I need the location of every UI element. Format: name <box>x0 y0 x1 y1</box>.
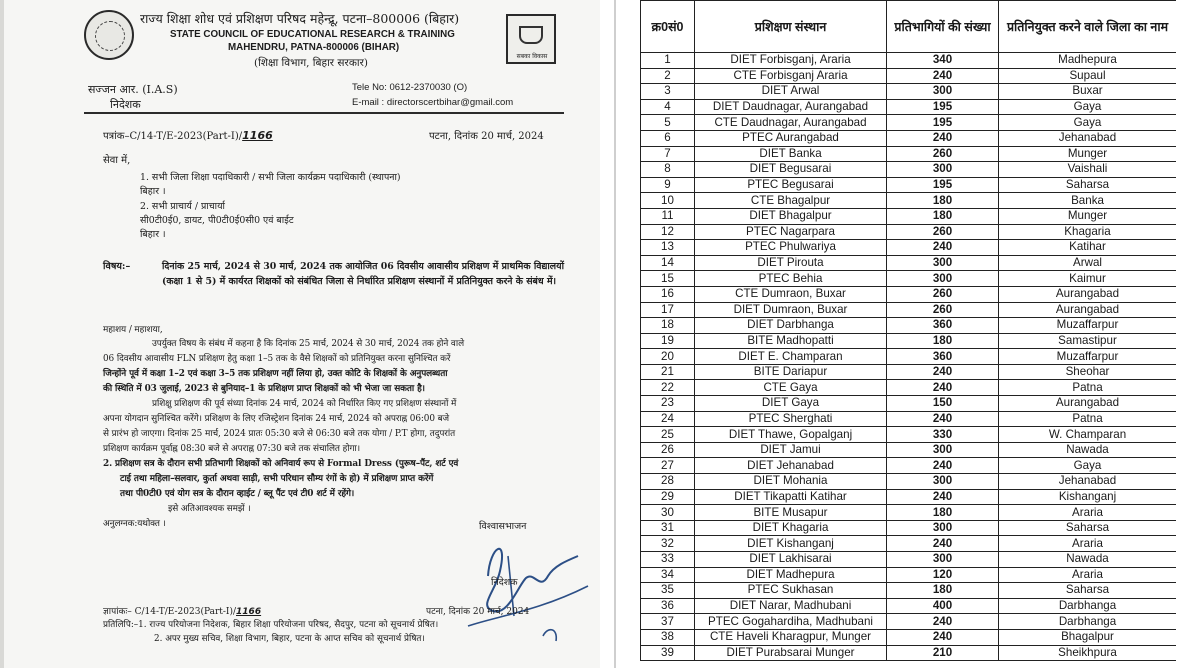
table-row <box>641 349 1177 365</box>
institution-cell: CTE Gaya <box>695 380 887 396</box>
serial-cell: 35 <box>641 583 695 599</box>
district-cell: Kaimur <box>999 271 1177 287</box>
district-cell: W. Champaran <box>999 427 1177 443</box>
participants-cell: 300 <box>887 271 999 287</box>
serial-cell: 27 <box>641 458 695 474</box>
body-line: इसे अतिआवश्यक समझें । <box>168 504 251 514</box>
participants-cell: 195 <box>887 99 999 115</box>
body-line: की स्थिति में 03 जुलाई, 2023 से बुनियाद–1 के प्रशिक्षण प्राप्त शिक्षकों को भी भेजा जा सकता है। <box>103 384 425 394</box>
institution-cell: DIET Khagaria <box>695 520 887 536</box>
participants-cell: 260 <box>887 286 999 302</box>
letterhead-department: (शिक्षा विभाग, बिहार सरकार) <box>254 57 368 69</box>
table-row <box>641 115 1177 131</box>
memo-date: पटना, दिनांक 20 मार्च, 2024 <box>426 607 530 617</box>
sender-telephone: Tele No: 0612-2370030 (O) <box>352 82 468 93</box>
participants-cell: 240 <box>887 364 999 380</box>
district-cell: Supaul <box>999 68 1177 84</box>
participants-cell: 400 <box>887 598 999 614</box>
serial-cell: 16 <box>641 286 695 302</box>
letterhead-address: MAHENDRU, PATNA-800006 (BIHAR) <box>228 42 400 53</box>
body-line: प्रशिक्षु प्रशिक्षण की पूर्व संध्या दिनांक 24 मार्च, 2024 को निर्धारित किए गए प्रशिक्षण संस्थानों में <box>152 399 457 409</box>
participants-cell: 360 <box>887 349 999 365</box>
institution-cell: DIET Gaya <box>695 396 887 412</box>
participants-cell: 240 <box>887 536 999 552</box>
body-line: जिन्होंने पूर्व में कक्षा 1–2 एवं कक्षा 3–5 तक प्रशिक्षण नहीं लिया हो, उक्त कोटि के शिक्षकों के अनुपलब्धता <box>103 369 448 379</box>
table-row <box>641 552 1177 568</box>
right-margin <box>1176 0 1200 668</box>
serial-cell: 17 <box>641 302 695 318</box>
district-cell: Nawada <box>999 552 1177 568</box>
district-cell: Nawada <box>999 442 1177 458</box>
table-row <box>641 489 1177 505</box>
table-row <box>641 333 1177 349</box>
institution-cell: DIET Mohania <box>695 474 887 490</box>
subject-text: दिनांक 25 मार्च, 2024 से 30 मार्च, 2024 तक आयोजित 06 दिवसीय आवासीय प्रशिक्षण में प्राथमिक विद्यालयों (कक्षा 1 से 5) में कार्यरत शिक्षकों को संबंधित जिला से निर्धारित प्रशिक्षण संस्थानों में प्रतिनियुक्त करने के संबंध में। <box>162 261 565 287</box>
header-participants: प्रतिभागियों की संख्या <box>887 1 999 53</box>
serial-cell: 2 <box>641 68 695 84</box>
serial-cell: 39 <box>641 645 695 661</box>
district-cell: Gaya <box>999 458 1177 474</box>
sender-name: सज्जन आर. (I.A.S) <box>88 83 178 96</box>
serial-cell: 23 <box>641 396 695 412</box>
table-row <box>641 598 1177 614</box>
district-cell: Araria <box>999 536 1177 552</box>
serial-cell: 25 <box>641 427 695 443</box>
institution-cell: DIET Purabsarai Munger <box>695 645 887 661</box>
institution-cell: DIET Banka <box>695 146 887 162</box>
district-cell: Buxar <box>999 84 1177 100</box>
recipient-line: बिहार । <box>140 186 166 197</box>
sender-title: निदेशक <box>110 98 141 111</box>
serial-cell: 3 <box>641 84 695 100</box>
district-cell: Munger <box>999 146 1177 162</box>
serial-cell: 13 <box>641 240 695 256</box>
header-district: प्रतिनियुक्त करने वाले जिला का नाम <box>999 1 1177 53</box>
serial-cell: 22 <box>641 380 695 396</box>
table-row <box>641 396 1177 412</box>
body-line: अपना योगदान सुनिश्चित करेंगे। प्रशिक्षण के लिए रजिस्ट्रेशन दिनांक 24 मार्च, 2024 को अपराह्न 06:00 बजे <box>103 414 450 424</box>
page-gap <box>600 0 640 668</box>
participants-cell: 240 <box>887 458 999 474</box>
table-row <box>641 442 1177 458</box>
participants-cell: 260 <box>887 302 999 318</box>
table-row <box>641 474 1177 490</box>
institution-cell: DIET Begusarai <box>695 162 887 178</box>
memo-number <box>103 604 261 617</box>
letterhead-hindi-title: राज्य शिक्षा शोध एवं प्रशिक्षण परिषद महेन्द्रू, पटना–800006 (बिहार) <box>140 11 460 26</box>
table-row <box>641 68 1177 84</box>
institution-cell: DIET Thawe, Gopalganj <box>695 427 887 443</box>
serial-cell: 24 <box>641 411 695 427</box>
table-row <box>641 302 1177 318</box>
body-line: 2. प्रशिक्षण सत्र के दौरान सभी प्रतिभागी शिक्षकों को अनिवार्य रूप से Formal Dress (पुरूष–पैंट, शर्ट एवं <box>103 459 459 469</box>
district-cell: Darbhanga <box>999 598 1177 614</box>
institution-cell: CTE Bhagalpur <box>695 193 887 209</box>
district-cell: Saharsa <box>999 520 1177 536</box>
institution-cell: DIET Bhagalpur <box>695 208 887 224</box>
participants-cell: 360 <box>887 318 999 334</box>
header-rule <box>84 112 564 114</box>
institution-cell: DIET Tikapatti Katihar <box>695 489 887 505</box>
table-row <box>641 520 1177 536</box>
body-line: उपर्युक्त विषय के संबंध में कहना है कि दिनांक 25 मार्च, 2024 से 30 मार्च, 2024 तक होने वाले <box>152 339 464 349</box>
institution-cell: DIET Forbisganj, Araria <box>695 53 887 69</box>
table-row <box>641 286 1177 302</box>
district-cell: Muzaffarpur <box>999 318 1177 334</box>
greeting: महाशय / महाशया, <box>103 325 163 335</box>
participants-cell: 300 <box>887 84 999 100</box>
table-header-row <box>641 1 1177 53</box>
institution-cell: CTE Dumraon, Buxar <box>695 286 887 302</box>
participants-cell: 240 <box>887 629 999 645</box>
district-cell: Patna <box>999 411 1177 427</box>
table-row <box>641 411 1177 427</box>
institution-cell: BITE Madhopatti <box>695 333 887 349</box>
reference-handwritten-no: 1166 <box>242 129 273 142</box>
district-cell: Bhagalpur <box>999 629 1177 645</box>
institution-cell: DIET Jamui <box>695 442 887 458</box>
participants-cell: 180 <box>887 193 999 209</box>
participants-cell: 300 <box>887 520 999 536</box>
book-icon <box>519 26 543 44</box>
participants-cell: 260 <box>887 224 999 240</box>
district-cell: Sheikhpura <box>999 645 1177 661</box>
serial-cell: 37 <box>641 614 695 630</box>
district-cell: Aurangabad <box>999 302 1177 318</box>
table-row <box>641 162 1177 178</box>
table-row <box>641 130 1177 146</box>
table-body <box>641 53 1177 661</box>
district-cell: Araria <box>999 567 1177 583</box>
table-row <box>641 53 1177 69</box>
recipient-line: 1. सभी जिला शिक्षा पदाधिकारी / सभी जिला कार्यक्रम पदाधिकारी (स्थापना) <box>140 172 401 183</box>
sender-email: E-mail : directorscertbihar@gmail.com <box>352 97 514 108</box>
participants-cell: 240 <box>887 380 999 396</box>
body-line: 06 दिवसीय आवासीय FLN प्रशिक्षण हेतु कक्षा 1–5 तक के वैसे शिक्षकों को प्रतिनियुक्त करना सुनिश्चित करें <box>103 354 451 364</box>
serial-cell: 9 <box>641 177 695 193</box>
serial-cell: 20 <box>641 349 695 365</box>
table-row <box>641 583 1177 599</box>
participants-cell: 195 <box>887 115 999 131</box>
institution-cell: PTEC Begusarai <box>695 177 887 193</box>
serial-cell: 14 <box>641 255 695 271</box>
table-row <box>641 177 1177 193</box>
bihar-education-logo-icon <box>506 14 556 64</box>
table-row <box>641 255 1177 271</box>
table-row <box>641 224 1177 240</box>
table-row <box>641 614 1177 630</box>
table-row <box>641 458 1177 474</box>
institution-cell: DIET Daudnagar, Aurangabad <box>695 99 887 115</box>
serial-cell: 8 <box>641 162 695 178</box>
copy-line-1: प्रतिलिपि:–1. राज्य परियोजना निदेशक, बिहार शिक्षा परियोजना परिषद, सैदपुर, पटना को सूचनार्थ प्रेषित। <box>103 620 439 630</box>
participants-cell: 210 <box>887 645 999 661</box>
institution-cell: DIET Darbhanga <box>695 318 887 334</box>
serial-cell: 10 <box>641 193 695 209</box>
institution-cell: DIET Narar, Madhubani <box>695 598 887 614</box>
serial-cell: 33 <box>641 552 695 568</box>
participants-cell: 300 <box>887 162 999 178</box>
district-cell: Jehanabad <box>999 474 1177 490</box>
district-cell: Jehanabad <box>999 130 1177 146</box>
participants-cell: 180 <box>887 583 999 599</box>
table-row <box>641 318 1177 334</box>
scert-emblem-icon <box>84 10 134 60</box>
institution-cell: BITE Dariapur <box>695 364 887 380</box>
institution-cell: PTEC Gogahardiha, Madhubani <box>695 614 887 630</box>
participants-cell: 180 <box>887 333 999 349</box>
table-row <box>641 84 1177 100</box>
participants-cell: 195 <box>887 177 999 193</box>
participants-cell: 240 <box>887 130 999 146</box>
district-cell: Samastipur <box>999 333 1177 349</box>
district-cell: Katihar <box>999 240 1177 256</box>
letter-date: पटना, दिनांक 20 मार्च, 2024 <box>429 131 544 142</box>
institution-cell: CTE Forbisganj Araria <box>695 68 887 84</box>
serial-cell: 30 <box>641 505 695 521</box>
institution-cell: DIET Lakhisarai <box>695 552 887 568</box>
table-row <box>641 645 1177 661</box>
participants-cell: 300 <box>887 442 999 458</box>
district-cell: Madhepura <box>999 53 1177 69</box>
table-row <box>641 505 1177 521</box>
district-cell: Aurangabad <box>999 396 1177 412</box>
participants-cell: 120 <box>887 567 999 583</box>
recipient-line: बिहार । <box>140 229 166 240</box>
institution-cell: DIET Pirouta <box>695 255 887 271</box>
reference-number <box>103 128 273 142</box>
signatory-title: निदेशक <box>491 577 518 588</box>
participants-cell: 240 <box>887 411 999 427</box>
logo-caption: सबका विकास <box>516 53 548 60</box>
serial-cell: 11 <box>641 208 695 224</box>
table-row <box>641 380 1177 396</box>
serial-cell: 38 <box>641 629 695 645</box>
allocation-table-panel <box>640 0 1176 668</box>
serial-cell: 26 <box>641 442 695 458</box>
subject-label: विषय:– <box>103 261 131 272</box>
participants-cell: 240 <box>887 614 999 630</box>
institution-cell: DIET Madhepura <box>695 567 887 583</box>
reference-prefix: पत्रांक–C/14-T/E-2023(Part-I)/ <box>103 131 243 142</box>
serial-cell: 21 <box>641 364 695 380</box>
serial-cell: 5 <box>641 115 695 131</box>
participants-cell: 240 <box>887 240 999 256</box>
institution-cell: PTEC Sherghati <box>695 411 887 427</box>
table-row <box>641 536 1177 552</box>
serial-cell: 29 <box>641 489 695 505</box>
table-row <box>641 629 1177 645</box>
participants-cell: 150 <box>887 396 999 412</box>
district-cell: Khagaria <box>999 224 1177 240</box>
body-line: टाई तथा महिला–सलवार, कुर्ता अथवा साड़ी, सभी परिधान सौम्य रंगों के हो) में प्रशिक्षण प्राप्त करेंगें <box>120 474 434 484</box>
participants-cell: 240 <box>887 489 999 505</box>
serial-cell: 12 <box>641 224 695 240</box>
letterhead-english-title: STATE COUNCIL OF EDUCATIONAL RESEARCH & TRAINING <box>170 29 455 40</box>
recipient-line: सी0टी0ई0, डायट, पी0टी0ई0सी0 एवं बाईट <box>140 215 294 226</box>
memo-prefix: ज्ञापांकः– C/14-T/E-2023(Part-I)/ <box>103 607 237 617</box>
institution-cell: BITE Musapur <box>695 505 887 521</box>
participants-cell: 300 <box>887 255 999 271</box>
allocation-table <box>640 0 1176 661</box>
page-edge <box>0 0 4 668</box>
serial-cell: 6 <box>641 130 695 146</box>
serial-cell: 15 <box>641 271 695 287</box>
recipient-line: 2. सभी प्राचार्य / प्राचार्या <box>140 201 225 212</box>
institution-cell: PTEC Aurangabad <box>695 130 887 146</box>
serial-cell: 36 <box>641 598 695 614</box>
memo-handwritten-no: 1166 <box>236 607 262 617</box>
participants-cell: 340 <box>887 53 999 69</box>
salutation-to: सेवा में, <box>103 155 131 166</box>
participants-cell: 260 <box>887 146 999 162</box>
district-cell: Arwal <box>999 255 1177 271</box>
body-line: तथा पी0टी0 एवं योग सत्र के दौरान व्हाईट / ब्लू पैंट एवं टी0 शर्ट में रहेंगे। <box>120 489 355 499</box>
page-divider <box>614 0 616 668</box>
body-line: से प्रारंभ हो जाएगा। दिनांक 25 मार्च, 2024 प्रातः 05:30 बजे से 06:30 बजे तक योगा / P.T होगा, तदुपरांत <box>103 429 456 439</box>
institution-cell: CTE Daudnagar, Aurangabad <box>695 115 887 131</box>
district-cell: Darbhanga <box>999 614 1177 630</box>
district-cell: Saharsa <box>999 177 1177 193</box>
table-row <box>641 193 1177 209</box>
district-cell: Kishanganj <box>999 489 1177 505</box>
institution-cell: DIET Arwal <box>695 84 887 100</box>
participants-cell: 240 <box>887 68 999 84</box>
district-cell: Munger <box>999 208 1177 224</box>
table-row <box>641 146 1177 162</box>
table-row <box>641 271 1177 287</box>
district-cell: Sheohar <box>999 364 1177 380</box>
district-cell: Aurangabad <box>999 286 1177 302</box>
district-cell: Banka <box>999 193 1177 209</box>
header-institution: प्रशिक्षण संस्थान <box>695 1 887 53</box>
institution-cell: DIET Jehanabad <box>695 458 887 474</box>
district-cell: Saharsa <box>999 583 1177 599</box>
institution-cell: PTEC Phulwariya <box>695 240 887 256</box>
district-cell: Gaya <box>999 99 1177 115</box>
serial-cell: 32 <box>641 536 695 552</box>
institution-cell: DIET Kishanganj <box>695 536 887 552</box>
district-cell: Gaya <box>999 115 1177 131</box>
district-cell: Araria <box>999 505 1177 521</box>
table-row <box>641 240 1177 256</box>
institution-cell: PTEC Behia <box>695 271 887 287</box>
header-serial: क्र0सं0 <box>641 1 695 53</box>
participants-cell: 300 <box>887 474 999 490</box>
table-row <box>641 427 1177 443</box>
serial-cell: 31 <box>641 520 695 536</box>
copy-line-2: 2. अपर मुख्य सचिव, शिक्षा विभाग, बिहार, पटना के आप्त सचिव को सूचनार्थ प्रेषित। <box>154 634 425 644</box>
participants-cell: 300 <box>887 552 999 568</box>
enclosure-line: अनुलग्नक:यथोक्त । <box>103 519 166 529</box>
table-row <box>641 364 1177 380</box>
participants-cell: 180 <box>887 208 999 224</box>
district-cell: Muzaffarpur <box>999 349 1177 365</box>
district-cell: Vaishali <box>999 162 1177 178</box>
table-row <box>641 99 1177 115</box>
serial-cell: 18 <box>641 318 695 334</box>
serial-cell: 28 <box>641 474 695 490</box>
serial-cell: 34 <box>641 567 695 583</box>
table-row <box>641 208 1177 224</box>
signature-icon <box>448 516 598 656</box>
institution-cell: DIET E. Champaran <box>695 349 887 365</box>
table-row <box>641 567 1177 583</box>
institution-cell: CTE Haveli Kharagpur, Munger <box>695 629 887 645</box>
participants-cell: 180 <box>887 505 999 521</box>
institution-cell: PTEC Sukhasan <box>695 583 887 599</box>
institution-cell: PTEC Nagarpara <box>695 224 887 240</box>
serial-cell: 1 <box>641 53 695 69</box>
serial-cell: 19 <box>641 333 695 349</box>
district-cell: Patna <box>999 380 1177 396</box>
serial-cell: 4 <box>641 99 695 115</box>
institution-cell: DIET Dumraon, Buxar <box>695 302 887 318</box>
serial-cell: 7 <box>641 146 695 162</box>
closing-phrase: विश्वासभाजन <box>479 521 527 532</box>
participants-cell: 330 <box>887 427 999 443</box>
body-line: प्रशिक्षण कार्यक्रम पूर्वाह्न 08:30 बजे से अपराह्न 07:30 बजे तक संचालित होगा। <box>103 444 360 454</box>
